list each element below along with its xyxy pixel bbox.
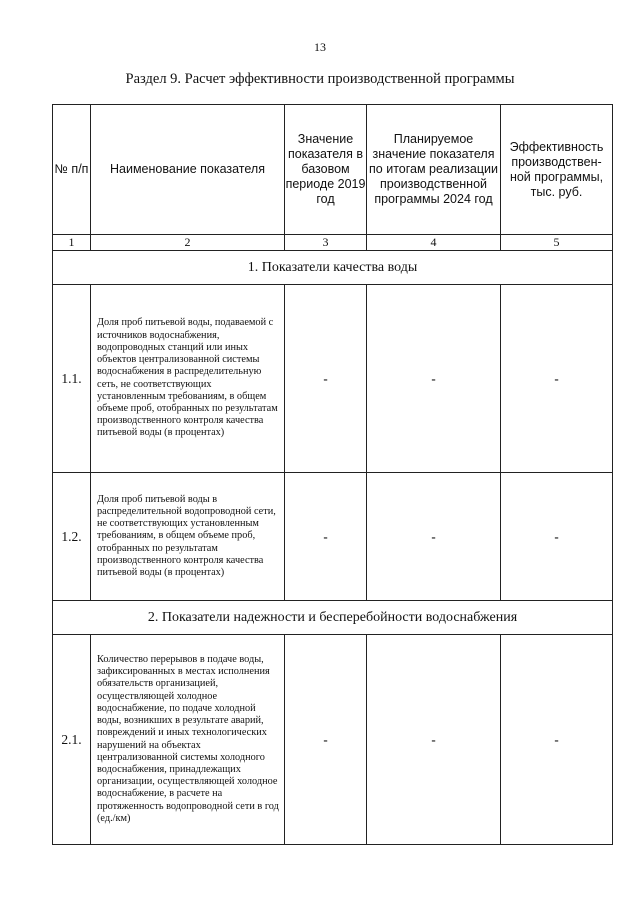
- header-base: Значение показателя в базовом периоде 2019 год: [285, 105, 367, 235]
- table-row: [53, 285, 613, 473]
- planned-value: -: [367, 473, 501, 601]
- page-number: 13: [314, 40, 326, 54]
- column-number: 4: [367, 235, 501, 251]
- indicator-name: Количество перерывов в подаче воды, зафиксированных в местах исполнения обязательств организацией, осуществляющей холодное водоснабжение, по подаче холодной воды, возникших в результате аварий, повреждений и иных технологических нарушений на объектах централизованной системы холодного водоснабжения, принадлежащих организации, осуществляющей холодное водоснабжение, в расчете на протяженность водопроводной сети в год (ед./км): [91, 635, 285, 845]
- column-number: 1: [53, 235, 91, 251]
- indicator-name: Доля проб питьевой воды в распределительной водопроводной сети, не соответствующих установленным требованиям, в общем объеме проб, отобранных по результатам производственного контроля качества питьевой воды (в процентах): [91, 473, 285, 601]
- efficiency-table: [52, 104, 613, 845]
- base-value: -: [285, 285, 367, 473]
- planned-value: -: [367, 285, 501, 473]
- efficiency-value: -: [501, 285, 613, 473]
- column-number: 3: [285, 235, 367, 251]
- base-value: -: [285, 635, 367, 845]
- efficiency-value: -: [501, 473, 613, 601]
- header-row: [53, 105, 613, 235]
- planned-value: -: [367, 635, 501, 845]
- indicator-name: Доля проб питьевой воды, подаваемой с источников водоснабжения, водопроводных станций или иных объектов централизованной системы водоснабжения в распределительную сеть, не соответствующих установленным требованиям, в общем объеме проб, отобранных по результатам производственного контроля качества питьевой воды (в процентах): [91, 285, 285, 473]
- group-row: [53, 251, 613, 285]
- row-number: 2.1.: [53, 635, 91, 845]
- table-row: [53, 635, 613, 845]
- group-row: [53, 601, 613, 635]
- base-value: -: [285, 473, 367, 601]
- efficiency-value: -: [501, 635, 613, 845]
- header-name: Наименование показателя: [91, 105, 285, 235]
- column-number: 2: [91, 235, 285, 251]
- row-number: 1.2.: [53, 473, 91, 601]
- group-title: 1. Показатели качества воды: [53, 251, 613, 285]
- header-efficiency: Эффективность производствен-ной программы, тыс. руб.: [501, 105, 613, 235]
- group-title: 2. Показатели надежности и бесперебойности водоснабжения: [53, 601, 613, 635]
- header-num: № п/п: [53, 105, 91, 235]
- table-row: [53, 473, 613, 601]
- column-number: 5: [501, 235, 613, 251]
- row-number: 1.1.: [53, 285, 91, 473]
- column-numbers-row: [53, 235, 613, 251]
- section-title: Раздел 9. Расчет эффективности производственной программы: [125, 71, 515, 87]
- header-planned: Планируемое значение показателя по итогам реализации производственной программы 2024 год: [367, 105, 501, 235]
